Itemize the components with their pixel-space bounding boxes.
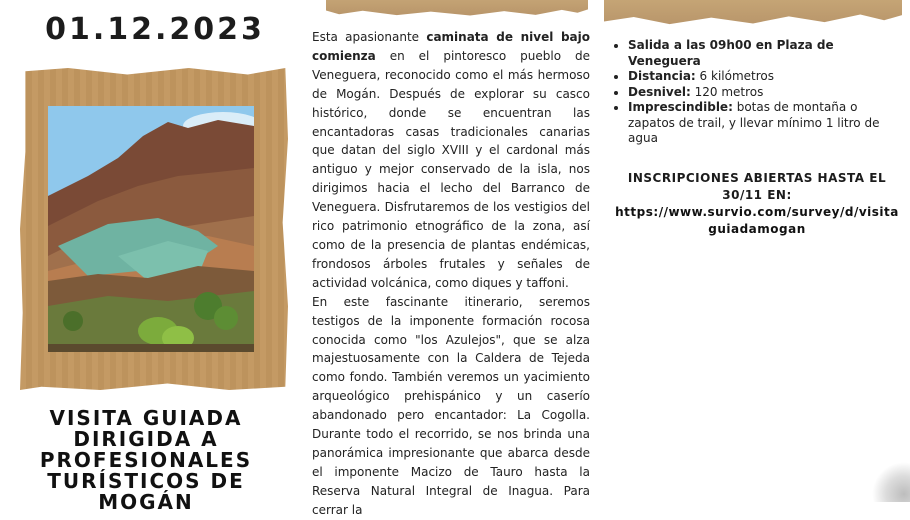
corner-decoration: [872, 462, 910, 502]
detail-label: Imprescindible:: [628, 100, 733, 114]
description-body: en el pintoresco pueblo de Veneguera, reconocido como el más hermoso de Mogán. Después de explorar su casco histórico, donde se encuentran las encantadoras casas tradicionales canarias que datan del siglo XVIII y el cardonal más antiguo y mejor conservado de la isla, nos dirigimos hacia el lecho del Barranco de Veneguera. Disfrutaremos de los vestigios del rico patrimonio etnográfico de la zona, así como de la presencia de plantas endémicas, frondosos árboles frutales y señales de actividad volcánica, como diques y taffoni.: [312, 48, 590, 290]
event-date: 01.12.2023: [45, 12, 265, 47]
description-paragraph-1: [312, 28, 590, 293]
detail-label: Desnivel:: [628, 84, 691, 99]
details-list: [612, 38, 902, 147]
registration-heading: INSCRIPCIONES ABIERTAS HASTA EL 30/11 EN:: [627, 171, 887, 202]
detail-value: botas de montaña o zapatos de trail, y llevar mínimo 1 litro de agua: [628, 100, 880, 145]
tour-details: [612, 38, 902, 147]
torn-paper-strip-top: [326, 0, 588, 16]
description-lead: Esta apasionante: [312, 30, 420, 44]
detail-departure: [628, 38, 902, 69]
tour-title: VISITA GUIADA DIRIGIDA A PROFESIONALES TURÍSTICOS DE MOGÁN: [39, 406, 253, 514]
description-paragraph-2: En este fascinante itinerario, seremos testigos de la imponente formación rocosa conocida como "los Azulejos", que se alza majestuosamente con la Caldera de Tejeda como fondo. También veremos un yacimiento arqueológico prehispánico y un caserío abandonado pero encantador: La Cogolla. Durante todo el recorrido, se nos brinda una panorámica impresionante que abarca desde el imponente Macizo de Tauro hasta la Reserva Natural Integral de Inagua. Para cerrar la: [312, 294, 590, 517]
detail-value: 120 metros: [694, 84, 764, 99]
tour-description: [312, 28, 590, 520]
registration-link[interactable]: https://www.survio.com/survey/d/visitaguiadamogan: [615, 205, 899, 236]
detail-required: [628, 100, 902, 147]
detail-value: 6 kilómetros: [699, 69, 774, 83]
description-highlight: caminata de nivel bajo comienza: [312, 30, 590, 63]
torn-paper-strip-top-right: [604, 0, 902, 26]
detail-label: Salida a las 09h00 en Plaza de Veneguera: [628, 38, 834, 68]
landscape-photo: [48, 106, 254, 352]
detail-label: Distancia:: [628, 69, 696, 83]
detail-distance: [628, 69, 902, 85]
registration-block: [612, 170, 902, 238]
detail-elevation: [628, 85, 902, 101]
